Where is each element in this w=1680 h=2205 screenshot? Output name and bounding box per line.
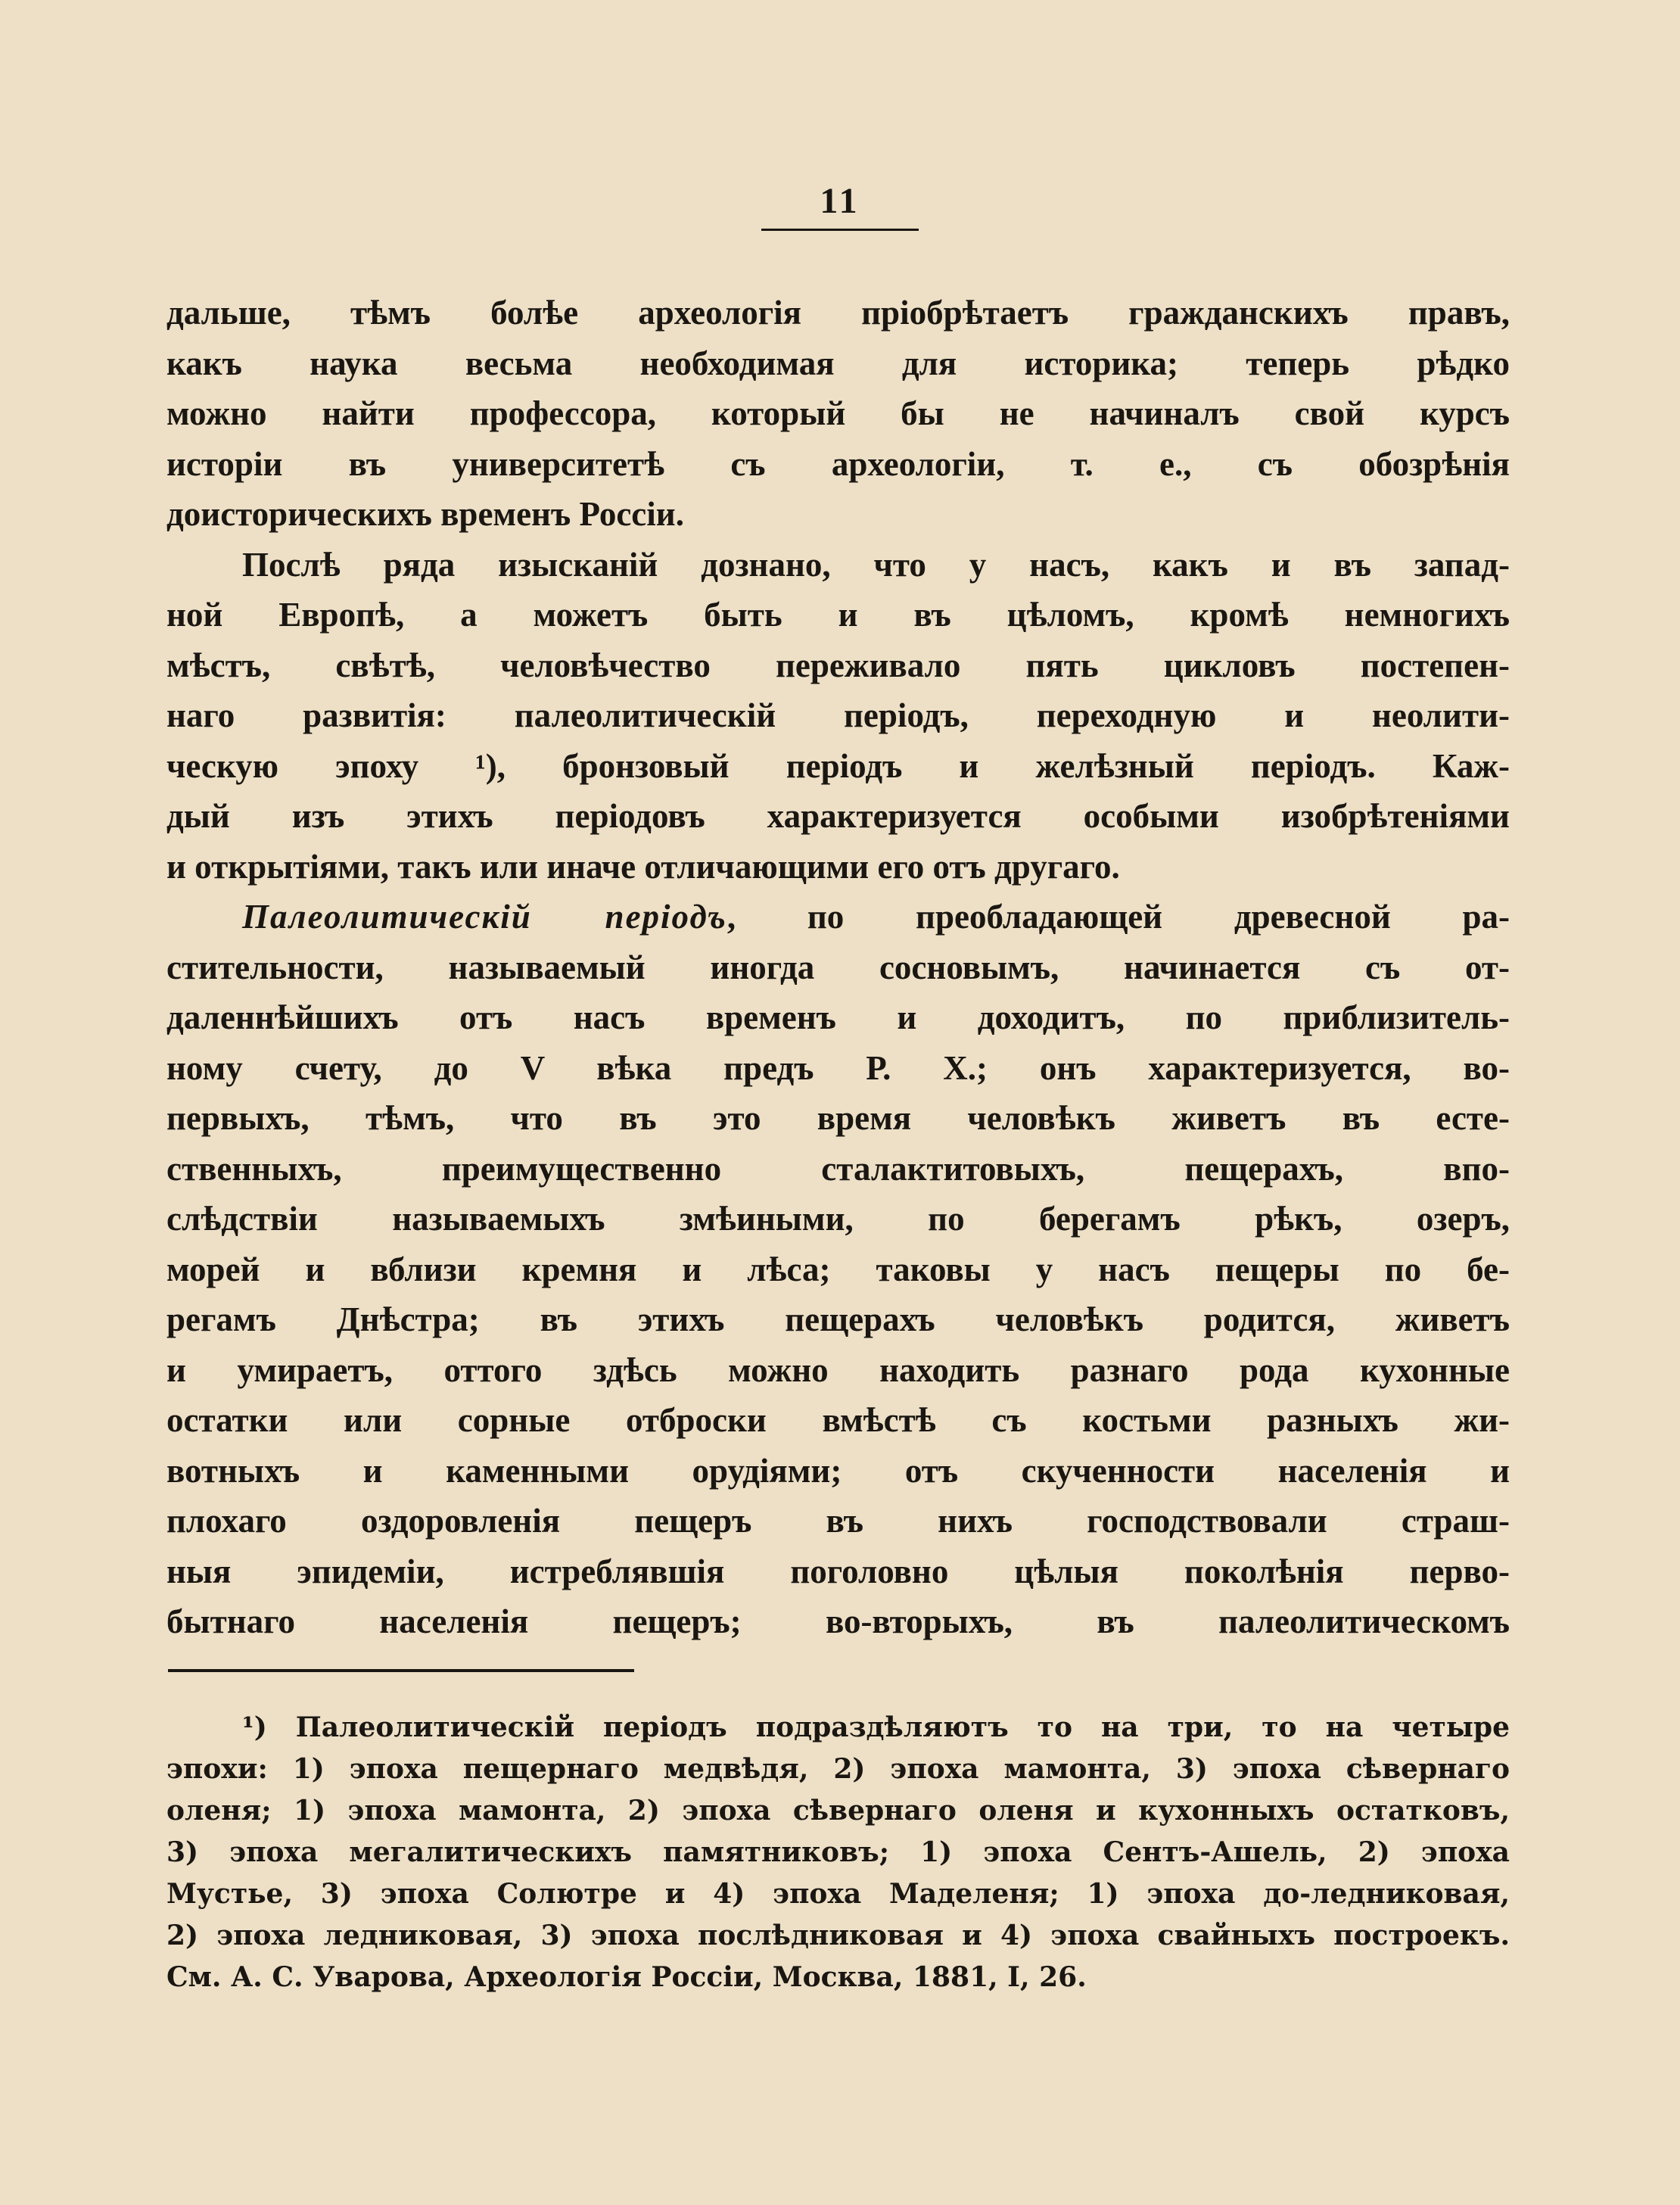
text-line: мѣстъ, свѣтѣ, человѣчество переживало пять цикловъ постепен- <box>166 646 1510 684</box>
text-line: первыхъ, тѣмъ, что въ это время человѣкъ живетъ въ есте- <box>166 1099 1510 1137</box>
text-line: Послѣ ряда изысканій дознано, что у насъ, какъ и въ запад- <box>242 545 1510 584</box>
text-line: дый изъ этихъ періодовъ характеризуется особыми изобрѣтеніями <box>166 797 1510 835</box>
text-line: бытнаго населенія пещеръ; во-вторыхъ, въ палеолитическомъ <box>166 1602 1510 1640</box>
footnotes <box>166 1707 1510 1998</box>
page-number: 11 <box>820 181 860 221</box>
footnote-1 <box>166 1707 1510 1998</box>
text-line: ныя эпидеміи, истреблявшія поголовно цѣлыя поколѣнія перво- <box>166 1552 1510 1590</box>
text-line: плохаго оздоровленія пещеръ въ нихъ господствовали страш- <box>166 1502 1510 1540</box>
paragraph-1 <box>166 288 1510 540</box>
paragraph-3 <box>166 892 1510 1647</box>
text-line: ной Европѣ, а можетъ быть и въ цѣломъ, кромѣ немногихъ <box>166 596 1510 634</box>
text-line: можно найти профессора, который бы не начиналъ свой курсъ <box>166 394 1510 432</box>
page-number-rule <box>761 229 919 231</box>
footnote-line: 2) эпоха ледниковая, 3) эпоха послѣдниковая и 4) эпоха свайныхъ построекъ. <box>166 1920 1510 1951</box>
text-line: регамъ Днѣстра; въ этихъ пещерахъ человѣкъ родится, живетъ <box>166 1300 1510 1338</box>
text-line: даленнѣйшихъ отъ насъ временъ и доходитъ, по приблизитель- <box>166 998 1510 1036</box>
text-line: и открытіями, такъ или иначе отличающими его отъ другаго. <box>166 847 1120 886</box>
text-line: какъ наука весьма необходимая для историка; теперь рѣдко <box>166 344 1510 382</box>
footnote-line: См. А. С. Уварова, Археологія Россіи, Москва, 1881, I, 26. <box>166 1961 1087 1993</box>
text-line: стительности, называемый иногда сосновымъ, начинается съ от- <box>166 948 1510 986</box>
text-line: исторіи въ университетѣ съ археологіи, т. е., съ обозрѣнія <box>166 444 1510 483</box>
footnote-separator <box>168 1669 634 1672</box>
text-line: остатки или сорные отброски вмѣстѣ съ костьми разныхъ жи- <box>166 1401 1510 1439</box>
text-line: вотныхъ и каменными орудіями; отъ скученности населенія и <box>166 1451 1510 1490</box>
text-line: ному счету, до V вѣка предъ Р. Х.; онъ характеризуется, во- <box>166 1048 1510 1087</box>
footnote-line: 3) эпоха мегалитическихъ памятниковъ; 1) эпоха Сентъ-Ашель, 2) эпоха <box>166 1836 1510 1868</box>
text-line: и умираетъ, оттого здѣсь можно находить разнаго рода кухонные <box>166 1350 1510 1389</box>
footnote-line: оленя; 1) эпоха мамонта, 2) эпоха сѣвернаго оленя и кухонныхъ остатковъ, <box>166 1795 1510 1827</box>
paragraph-2 <box>166 540 1510 892</box>
text-line: ческую эпоху ¹), бронзовый періодъ и желѣзный періодъ. Каж- <box>166 746 1510 785</box>
text-line: морей и вблизи кремня и лѣса; таковы у насъ пещеры по бе- <box>166 1250 1510 1288</box>
text-line: дальше, тѣмъ болѣе археологія пріобрѣтаетъ гражданскихъ правъ, <box>166 294 1510 332</box>
text-line: наго развитія: палеолитическій періодъ, переходную и неолити- <box>166 696 1510 734</box>
body-text <box>166 288 1510 1647</box>
footnote-line: эпохи: 1) эпоха пещернаго медвѣдя, 2) эпоха мамонта, 3) эпоха сѣвернаго <box>166 1753 1510 1785</box>
text-line: слѣдствіи называемыхъ змѣиными, по берегамъ рѣкъ, озеръ, <box>166 1200 1510 1238</box>
footnote-line: Мустье, 3) эпоха Солютре и 4) эпоха Маделеня; 1) эпоха до-ледниковая, <box>166 1878 1510 1910</box>
text-line: доисторическихъ временъ Россіи. <box>166 495 684 533</box>
italic-term: Палеолитическій періодъ <box>242 898 727 936</box>
text-line: ственныхъ, преимущественно сталактитовыхъ, пещерахъ, впо- <box>166 1149 1510 1188</box>
footnote-line: ¹) Палеолитическій періодъ подраздѣляютъ то на три, то на четыре <box>242 1711 1510 1743</box>
text-fragment: , по преобладающей древесной ра- <box>726 898 1510 936</box>
text-line <box>166 892 1510 942</box>
